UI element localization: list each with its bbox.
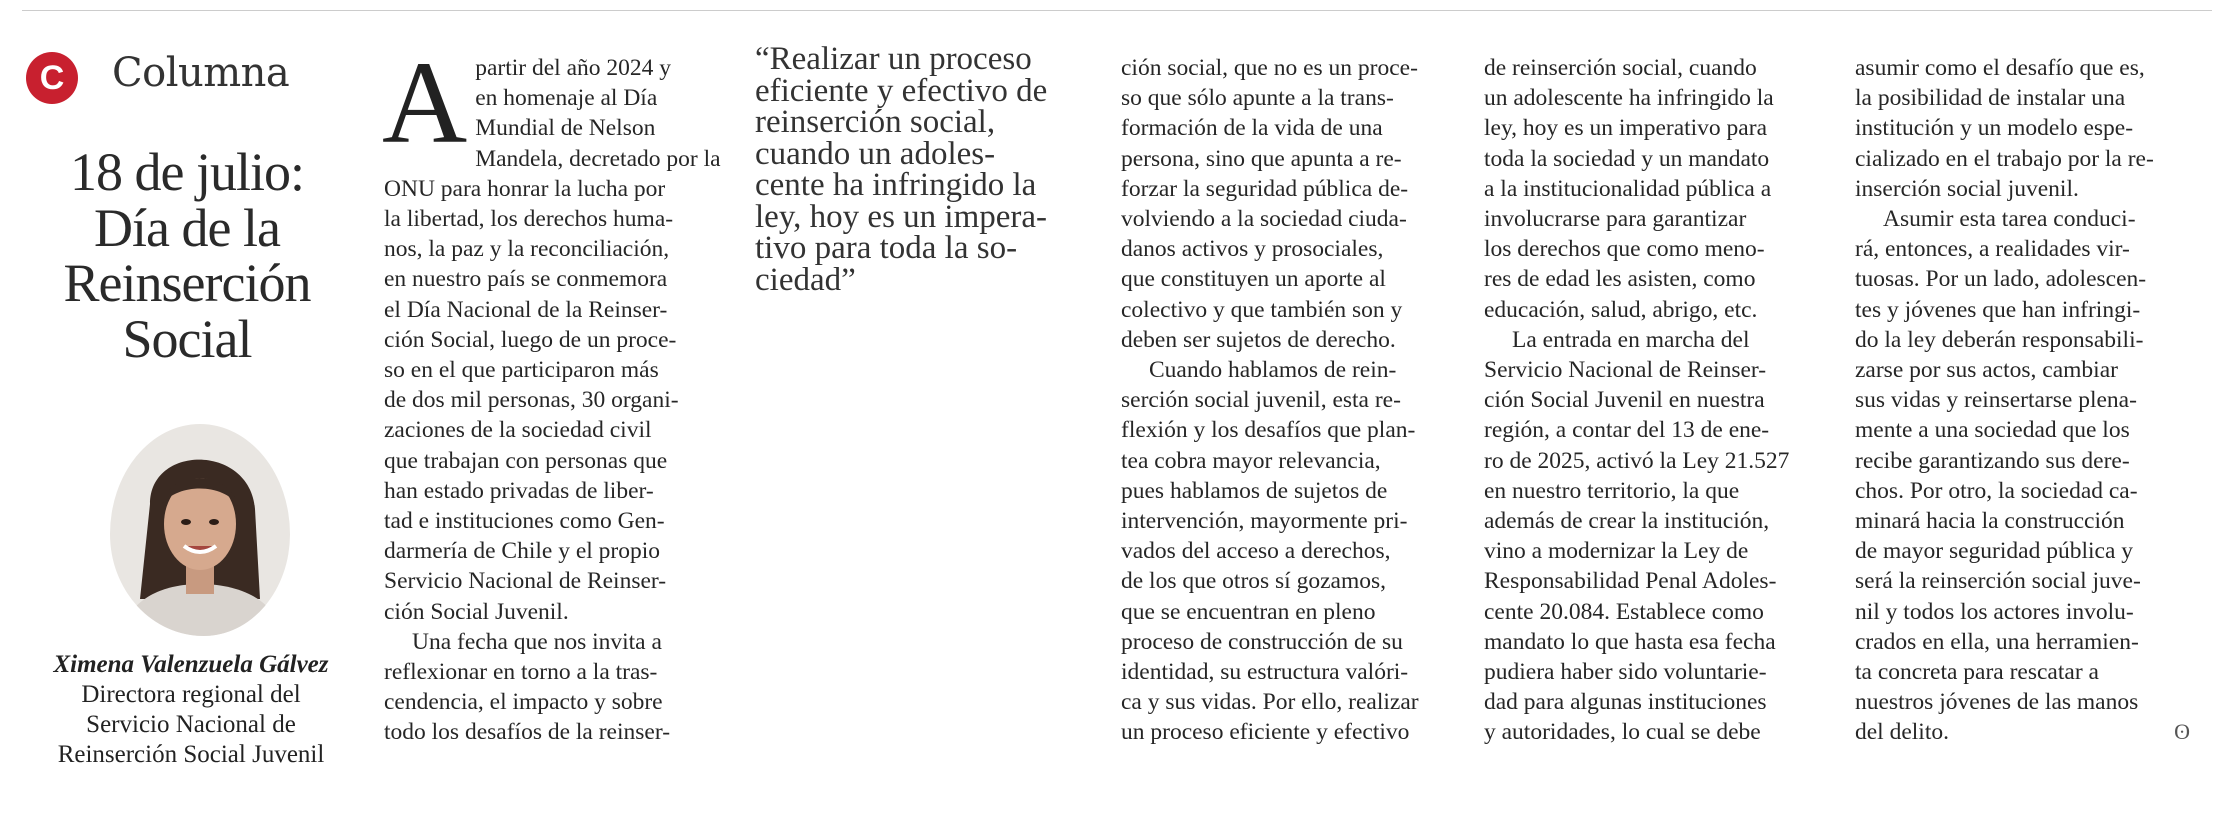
- author-name: Ximena Valenzuela Gálvez: [53, 651, 329, 678]
- column-badge-icon: C: [26, 52, 78, 104]
- section-label: Columna: [112, 50, 290, 96]
- paragraph: Cuando hablamos de rein- serción social juvenil, esta re- flexión y los desafíos que plan- tea cobra mayor relevancia, pues hablamos de sujetos de intervención, mayormente pri- vados del acceso a derechos, de los que otros sí gozamos, que se encuentran en pleno proceso de construcción de su identidad, su estructura valóri- ca y sus vidas. Por ello, realizar un proceso eficiente y efectivo: [1121, 357, 1419, 746]
- article-column-2: [1121, 53, 1446, 748]
- paragraph: ción social, que no es un proce- so que sólo apunte a la trans- formación de la vida de una persona, sino que apunta a re- forzar la seguridad pública de- volviendo a la sociedad ciuda- danos activos y prosociales, que constituyen un aporte al colectivo y que también son y deben ser sujetos de derecho.: [1121, 55, 1418, 353]
- article-column-3: [1484, 53, 1812, 748]
- drop-cap: A: [382, 37, 468, 168]
- article-column-4: [1855, 53, 2190, 748]
- headline: 18 de julio: Día de la Reinserción Social: [63, 142, 311, 369]
- article-column-1: [382, 37, 726, 748]
- paragraph: La entrada en marcha del Servicio Nacional de Reinser- ción Social Juvenil en nuestra región, a contar del 13 de ene- ro de 2025, activó la Ley 21.527 en nuestro territorio, la que además de crear la institución, vino a modernizar la Ley de Responsabilidad Penal Adoles- cente 20.084. Establece como mandato lo que hasta esa fecha pudiera haber sido voluntarie- dad para algunas instituciones y autoridades, lo cual se debe: [1484, 326, 1790, 746]
- paragraph: de reinserción social, cuando un adolescente ha infringido la ley, hoy es un imperativo para toda la sociedad y un mandato a la institucionalidad pública a involucrarse para garantizar los derechos que como meno- res de edad les asisten, como educación, salud, abrigo, etc.: [1484, 55, 1774, 323]
- paragraph: Una fecha que nos invita a reflexionar en torno a la tras- cendencia, el impacto y sobre todo los desafíos de la reinser-: [384, 628, 671, 746]
- paragraph: partir del año 2024 y en homenaje al Día Mundial de Nelson Mandela, decretado por la ONU para honrar la lucha por la libertad, los derechos huma- nos, la paz y la reconciliación, en nuestro país se conmemora el Día Nacional de la Reinser- ción Social, luego de un proce- so en el que participaron más de dos mil personas, 30 organi- zaciones de la sociedad civil que trabajan con personas que han estado privadas de liber- tad e instituciones como Gen- darmería de Chile y el propio Servicio Nacional de Reinser- ción Social Juvenil.: [384, 55, 721, 625]
- paragraph: [1855, 204, 2190, 748]
- pull-quote: “Realizar un proceso eficiente y efectivo de reinserción social, cuando un adoles- cente ha infringido la ley, hoy es un impera- tivo para toda la so- ciedad”: [755, 41, 1048, 298]
- author-portrait-icon: [110, 424, 290, 636]
- author-role: Directora regional del Servicio Nacional de Reinserción Social Juvenil: [57, 681, 325, 768]
- end-mark-icon: ʘ: [2174, 719, 2190, 745]
- paragraph: asumir como el desafío que es, la posibilidad de instalar una institución y un modelo espe- cializado en el trabajo por la re- inserción social juvenil.: [1855, 55, 2154, 202]
- paragraph-text: Asumir esta tarea conduci- rá, entonces, a realidades vir- tuosas. Por un lado, adolescen- tes y jóvenes que han infringi- do la ley deberán responsabili- zarse por sus actos, cambiar sus vidas y reinsertarse plena- mente a una sociedad que los recibe garantizando sus dere- chos. Por otro, la sociedad ca- minará hacia la construcción de mayor seguridad pública y será la reinserción social juve- nil y todos los actores involu- crados en ella, una herramien- ta concreta para rescatar a nuestros jóvenes de las manos del delito.: [1855, 206, 2147, 746]
- author-photo: [110, 424, 290, 636]
- top-rule: [22, 10, 2212, 11]
- author-byline: [22, 650, 360, 770]
